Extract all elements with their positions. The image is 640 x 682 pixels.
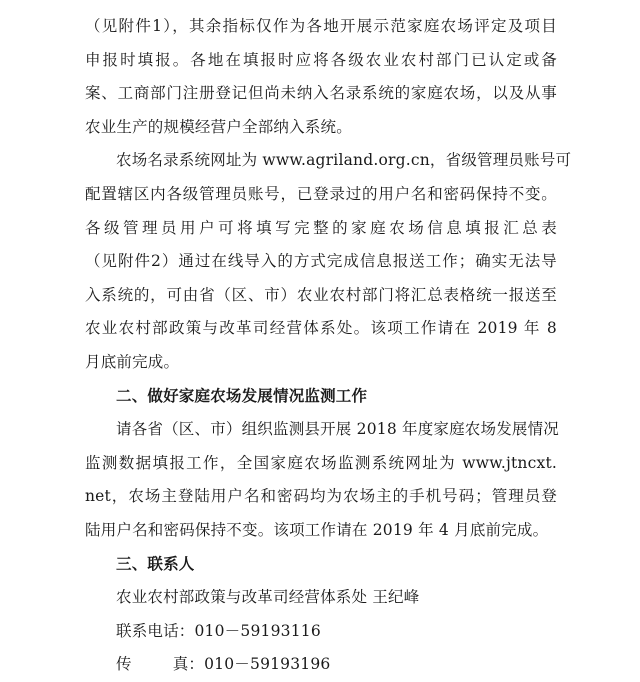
paragraph-line: 案、工商部门注册登记但尚未纳入名录系统的家庭农场，以及从事 <box>85 84 557 103</box>
paragraph-line: 月底前完成。 <box>85 352 180 371</box>
paragraph-line: 陆用户名和密码保持不变。该项工作请在 2019 年 4 月底前完成。 <box>85 520 549 539</box>
contact-line: 联系电话：010－59193116 <box>116 621 321 640</box>
paragraph-line: 农业农村部政策与改革司经营体系处。该项工作请在 2019 年 8 <box>85 319 557 338</box>
paragraph-line: （见附件1），其余指标仅作为各地开展示范家庭农场评定及项目 <box>85 17 557 35</box>
paragraph-line: 农业生产的规模经营户全部纳入系统。 <box>85 117 352 136</box>
paragraph-line: 入系统的，可由省（区、市）农业农村部门将汇总表格统一报送至 <box>85 285 557 304</box>
paragraph-line: net，农场主登陆用户名和密码均为农场主的手机号码；管理员登 <box>85 487 557 506</box>
contact-line: 农业农村部政策与改革司经营体系处 王纪峰 <box>116 588 420 607</box>
paragraph-line: 监测数据填报工作，全国家庭农场监测系统网址为 www.jtncxt. <box>85 453 557 472</box>
paragraph-line: 申报时填报。各地在填报时应将各级农业农村部门已认定或备 <box>85 50 557 69</box>
paragraph-line: 农场名录系统网址为 www.agriland.org.cn，省级管理员账号可 <box>116 151 572 170</box>
contact-line: 传 真：010－59193196 <box>116 655 331 674</box>
section-heading: 三、联系人 <box>116 554 195 573</box>
paragraph-line: （见附件2）通过在线导入的方式完成信息报送工作；确实无法导 <box>85 252 557 271</box>
paragraph-line: 请各省（区、市）组织监测县开展 2018 年度家庭农场发展情况 <box>116 420 560 439</box>
document-body <box>85 10 572 682</box>
section-heading: 二、做好家庭农场发展情况监测工作 <box>116 386 368 405</box>
paragraph-line: 各级管理员用户可将填写完整的家庭农场信息填报汇总表 <box>85 218 557 237</box>
paragraph-line: 配置辖区内各级管理员账号，已登录过的用户名和密码保持不变。 <box>85 184 557 203</box>
